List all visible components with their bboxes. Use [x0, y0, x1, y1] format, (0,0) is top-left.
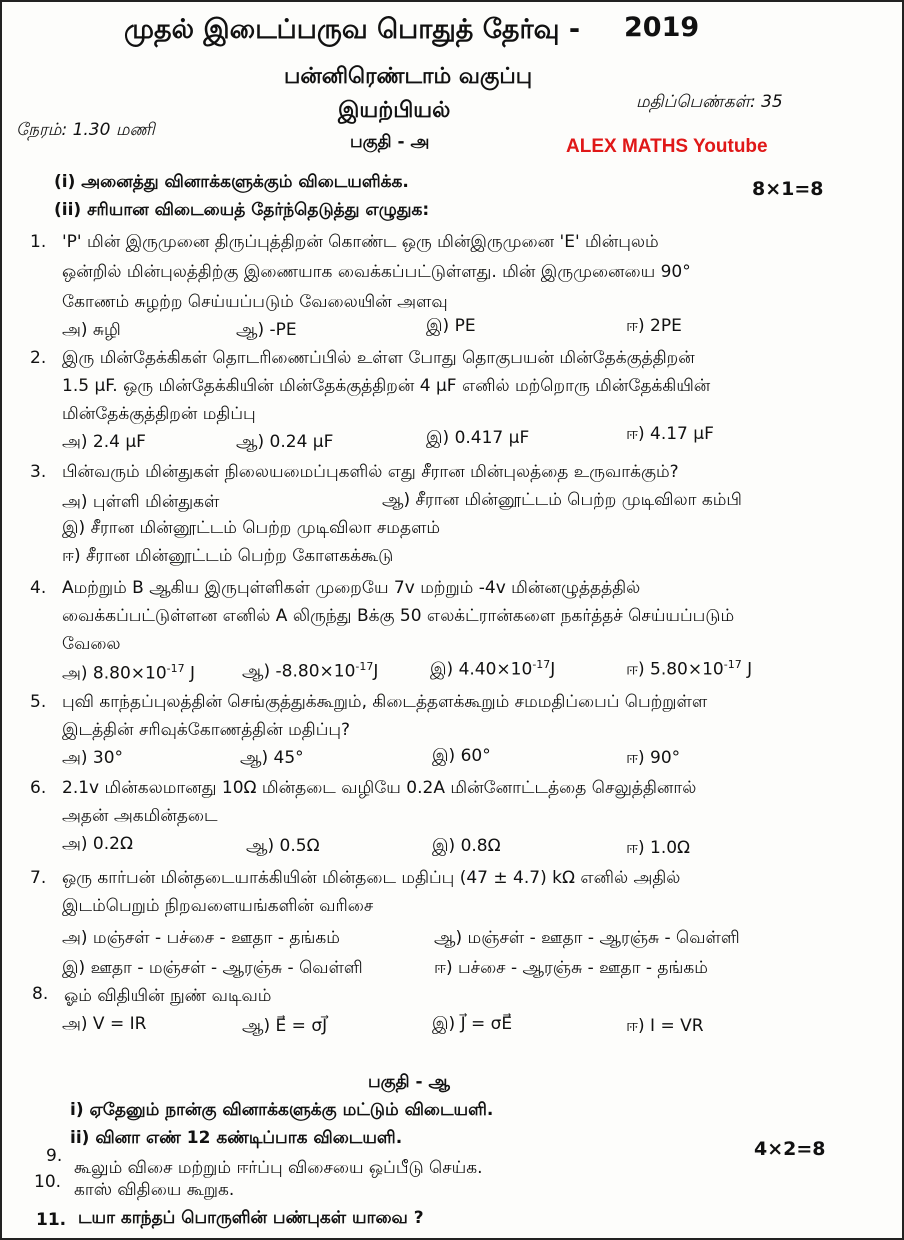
part-b-marks: 4×2=8	[754, 1138, 826, 1160]
q5-option-b: ஆ) 45°	[240, 748, 304, 768]
q2-option-a: அ) 2.4 μF	[62, 432, 146, 452]
q4-option-c: இ) $4.40\times 10^{-17}J$	[430, 658, 556, 680]
q9-text: கூலும் விசை மற்றும் ஈர்ப்பு விசையை ஒப்பீடு செய்க.	[74, 1158, 483, 1178]
q11-text: டயா காந்தப் பொருளின் பண்புகள் யாவை ?	[78, 1208, 424, 1228]
q6-option-b: ஆ) 0.5Ω	[246, 836, 320, 856]
part-b-instruction-1: i) ஏதேனும் நான்கு வினாக்களுக்கு மட்டும் விடையளி.	[70, 1100, 494, 1120]
q1-option-d: ஈ) 2PE	[626, 316, 682, 336]
q9-number: 9.	[46, 1146, 63, 1166]
q4-text-line-2: வைக்கப்பட்டுள்ளன எனில் A லிருந்து Bக்கு 50 எலக்ட்ரான்களை நகர்த்தச் செய்யப்படும்	[62, 606, 735, 626]
q5-option-a: அ) 30°	[62, 748, 124, 768]
q7-option-d: ஈ) பச்சை - ஆரஞ்சு - ஊதா - தங்கம்	[434, 958, 708, 978]
q7-option-a: அ) மஞ்சள் - பச்சை - ஊதா - தங்கம்	[62, 928, 340, 948]
q10-number: 10.	[34, 1172, 62, 1192]
q1-text-line-3: கோணம் சுழற்ற செய்யப்படும் வேலையின் அளவு	[62, 292, 448, 312]
q6-option-a: அ) 0.2Ω	[62, 834, 133, 854]
q6-text-line-1: 2.1v மின்கலமானது 10Ω மின்தடை வழியே 0.2A மின்னோட்டத்தை செலுத்தினால்	[62, 778, 697, 798]
max-marks: மதிப்பெண்கள்: 35	[636, 92, 783, 112]
q6-number: 6.	[30, 778, 47, 798]
q10-text: காஸ் விதியை கூறுக.	[74, 1180, 235, 1200]
part-b-heading: பகுதி - ஆ	[368, 1072, 450, 1092]
q4-option-b: ஆ) $-8.80\times 10^{-17}J$	[242, 660, 379, 682]
exam-duration: நேரம்: 1.30 மணி	[16, 120, 155, 140]
q2-number: 2.	[30, 348, 47, 368]
q3-text-line-1: பின்வரும் மின்துகள் நிலையமைப்புகளில் எது சீரான மின்புலத்தை உருவாக்கும்?	[62, 462, 679, 482]
q11-number: 11.	[36, 1210, 67, 1230]
part-b-instruction-2: ii) வினா எண் 12 கண்டிப்பாக விடையளி.	[70, 1128, 403, 1148]
part-a-marks: 8×1=8	[752, 178, 824, 200]
part-a-instruction-2: (ii) சரியான விடையைத் தேர்ந்தெடுத்து எழுதுக:	[54, 200, 430, 220]
q8-option-a: அ) V = IR	[62, 1014, 147, 1034]
q2-option-c: இ) 0.417 μF	[426, 428, 530, 448]
q8-option-b: ஆ) E⃗ = σJ⃗	[242, 1016, 328, 1036]
q1-text-line-1: 'P' மின் இருமுனை திருப்புத்திறன் கொண்ட ஒரு மின்இருமுனை 'E' மின்புலம்	[62, 232, 659, 252]
q7-option-c: இ) ஊதா - மஞ்சள் - ஆரஞ்சு - வெள்ளி	[62, 958, 363, 978]
q6-option-d: ஈ) 1.0Ω	[626, 838, 691, 858]
q8-number: 8.	[32, 984, 49, 1004]
class-label: பன்னிரெண்டாம் வகுப்பு	[284, 64, 533, 89]
q3-number: 3.	[30, 462, 47, 482]
q1-option-c: இ) PE	[426, 316, 476, 336]
q6-text-line-2: அதன் அகமின்தடை	[62, 806, 218, 826]
q8-option-d: ஈ) I = VR	[626, 1016, 704, 1036]
q2-option-b: ஆ) 0.24 μF	[236, 432, 334, 452]
q4-text-line-3: வேலை	[62, 634, 121, 654]
q5-text-line-1: புவி காந்தப்புலத்தின் செங்குத்துக்கூறும், கிடைத்தளக்கூறும் சமமதிப்பைப் பெற்றுள்ள	[62, 692, 708, 712]
subject-label: இயற்பியல்	[338, 98, 451, 123]
q1-option-b: ஆ) -PE	[236, 320, 297, 340]
q1-option-a: அ) சுழி	[62, 320, 121, 340]
q1-text-line-2: ஒன்றில் மின்புலத்திற்கு இணையாக வைக்கப்பட்டுள்ளது. மின் இருமுனையை 90°	[62, 262, 691, 282]
exam-year: 2019	[624, 12, 700, 43]
channel-watermark: ALEX MATHS Youtube	[566, 136, 768, 157]
part-a-instruction-1: (i) அனைத்து வினாக்களுக்கும் விடையளிக்க.	[54, 172, 409, 192]
q3-option-a: அ) புள்ளி மின்துகள்	[62, 492, 220, 512]
q3-option-c: இ) சீரான மின்னூட்டம் பெற்ற முடிவிலா சமதளம்	[62, 518, 441, 538]
q6-option-c: இ) 0.8Ω	[432, 836, 501, 856]
q5-option-d: ஈ) 90°	[626, 748, 681, 768]
q5-number: 5.	[30, 692, 47, 712]
q1-number: 1.	[30, 232, 47, 252]
exam-title: முதல் இடைப்பருவ பொதுத் தேர்வு -	[124, 14, 581, 45]
q7-text-line-2: இடம்பெறும் நிறவளையங்களின் வரிசை	[62, 896, 374, 916]
q7-text-line-1: ஒரு கார்பன் மின்தடையாக்கியின் மின்தடை மதிப்பு (47 ± 4.7) kΩ எனில் அதில்	[62, 868, 681, 888]
q3-option-d: ஈ) சீரான மின்னூட்டம் பெற்ற கோளகக்கூடு	[62, 546, 394, 566]
q5-text-line-2: இடத்தின் சரிவுக்கோணத்தின் மதிப்பு?	[62, 720, 351, 740]
q5-option-c: இ) 60°	[432, 746, 491, 766]
q2-text-line-3: மின்தேக்குத்திறன் மதிப்பு	[62, 404, 256, 424]
q7-number: 7.	[30, 868, 47, 888]
q4-text-line-1: Aமற்றும் B ஆகிய இருபுள்ளிகள் முறையே 7v மற்றும் -4v மின்னழுத்தத்தில்	[62, 578, 641, 598]
part-a-heading: பகுதி - அ	[350, 132, 430, 152]
q2-text-line-2: 1.5 μF. ஒரு மின்தேக்கியின் மின்தேக்குத்திறன் 4 μF எனில் மற்றொரு மின்தேக்கியின்	[62, 376, 711, 396]
q2-option-d: ஈ) 4.17 μF	[626, 424, 714, 444]
q8-text-line-1: ஓம் விதியின் நுண் வடிவம்	[64, 986, 272, 1006]
q2-text-line-1: இரு மின்தேக்கிகள் தொடரிணைப்பில் உள்ள போது தொகுபயன் மின்தேக்குத்திறன்	[62, 348, 695, 368]
q7-option-b: ஆ) மஞ்சள் - ஊதா - ஆரஞ்சு - வெள்ளி	[434, 928, 740, 948]
q4-option-a: அ) $8.80\times 10^{-17}$ J	[62, 662, 196, 684]
q8-option-c: இ) J⃗ = σE⃗	[432, 1014, 513, 1034]
q3-option-b: ஆ) சீரான மின்னூட்டம் பெற்ற முடிவிலா கம்பி	[382, 490, 742, 510]
q4-option-d: ஈ) $5.80\times 10^{-17}$ J	[626, 658, 753, 680]
q4-number: 4.	[30, 578, 47, 598]
